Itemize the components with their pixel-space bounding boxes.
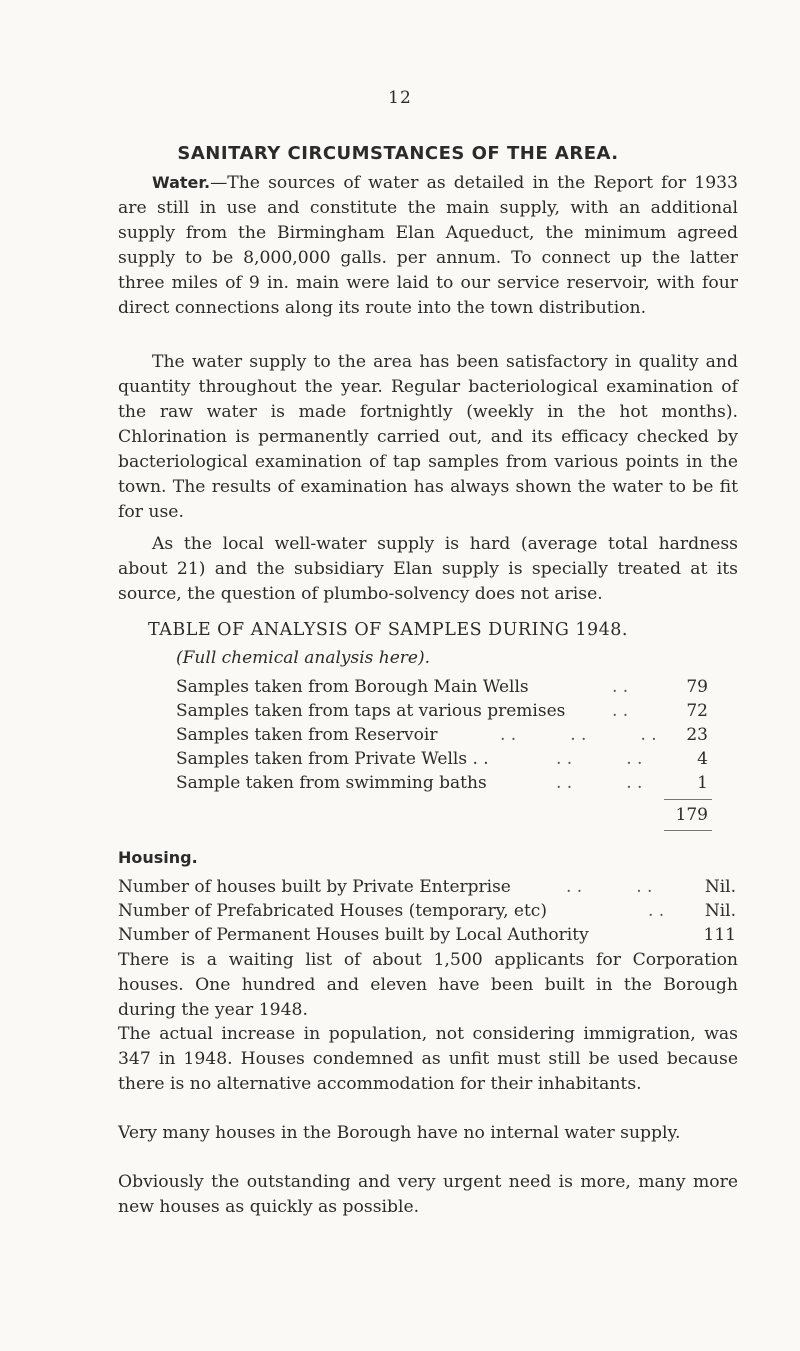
analysis-row-leader: . . . .: [556, 749, 643, 769]
water-paragraph-2: The water supply to the area has been satisfactory in quality and quantity throughout the year. Regular bacteriological examination of the raw water is made fortnightly (weekly in the hot months). Chlorination is permanently carried out, and its efficacy checked by bacteriological examination of tap samples from various points in the town. The results of examination has always shown the water to be fit for use.: [118, 352, 738, 522]
housing-row-value: 111: [703, 925, 736, 945]
analysis-row: [176, 747, 708, 771]
analysis-row-value: 72: [686, 701, 708, 721]
housing-heading: Housing.: [118, 848, 198, 867]
page-number: 12: [388, 88, 412, 108]
housing-row-leader: . . . .: [566, 877, 653, 897]
housing-paragraph-4: Obviously the outstanding and very urgent need is more, many more new houses as quickly as possible.: [118, 1172, 738, 1217]
housing-row-label: Number of houses built by Private Enterprise: [118, 877, 511, 897]
analysis-row-leader: . .: [612, 677, 629, 697]
analysis-row-label: Samples taken from taps at various premises: [176, 701, 566, 721]
total-rule-top: [664, 799, 712, 800]
analysis-row: [176, 771, 708, 795]
housing-row: [118, 875, 736, 899]
total-rule-bottom: [664, 830, 712, 831]
housing-row-leader: . .: [648, 901, 665, 921]
analysis-row-label: Samples taken from Borough Main Wells: [176, 677, 529, 697]
analysis-row: [176, 675, 708, 699]
analysis-row-leader: . .: [612, 701, 629, 721]
housing-paragraph-3: Very many houses in the Borough have no internal water supply.: [118, 1123, 681, 1143]
analysis-table-title: TABLE OF ANALYSIS OF SAMPLES DURING 1948.: [148, 620, 628, 640]
water-paragraph-1: [118, 170, 738, 321]
section-title: SANITARY CIRCUMSTANCES OF THE AREA.: [177, 143, 619, 164]
housing-row: [118, 899, 736, 923]
analysis-row: [176, 699, 708, 723]
housing-paragraph-2: The actual increase in population, not considering immigration, was 347 in 1948. Houses condemned as unfit must still be used because there is no alternative accommodation for their inhabitants.: [118, 1024, 738, 1094]
analysis-row-label: Sample taken from swimming baths: [176, 773, 487, 793]
analysis-row-value: 23: [686, 725, 708, 745]
housing-paragraph-1: There is a waiting list of about 1,500 applicants for Corporation houses. One hundred and eleven have been built in the Borough during the year 1948.: [118, 950, 738, 1020]
water-paragraph-3: As the local well-water supply is hard (average total hardness about 21) and the subsidiary Elan supply is specially treated at its source, the question of plumbo-solvency does not arise.: [118, 534, 738, 604]
analysis-table-subtitle: (Full chemical analysis here).: [176, 648, 431, 668]
housing-row-label: Number of Permanent Houses built by Local Authority: [118, 925, 589, 945]
housing-row-value: Nil.: [704, 901, 736, 921]
housing-row-label: Number of Prefabricated Houses (temporary, etc): [118, 901, 547, 921]
analysis-row-leader: . . . .: [556, 773, 643, 793]
housing-row: [118, 923, 736, 947]
housing-row-value: Nil.: [704, 877, 736, 897]
analysis-total: 179: [675, 805, 708, 825]
water-lead: Water.: [152, 173, 211, 192]
analysis-row-value: 4: [697, 749, 708, 769]
analysis-row-label: Samples taken from Reservoir: [176, 725, 438, 745]
analysis-row: [176, 723, 708, 747]
water-paragraph-1-text: —The sources of water as detailed in the Report for 1933 are still in use and constitute the main supply, with an additional supply from the Birmingham Elan Aqueduct, the minimum agreed supply to be 8,000,000 galls. per annum. To connect up the latter three miles of 9 in. main were laid to our service reservoir, with four direct connections along its route into the town distribution.: [118, 173, 738, 318]
analysis-row-leader: . . . . . .: [500, 725, 657, 745]
analysis-row-value: 1: [697, 773, 708, 793]
analysis-row-value: 79: [686, 677, 708, 697]
analysis-row-label: Samples taken from Private Wells . .: [176, 749, 489, 769]
